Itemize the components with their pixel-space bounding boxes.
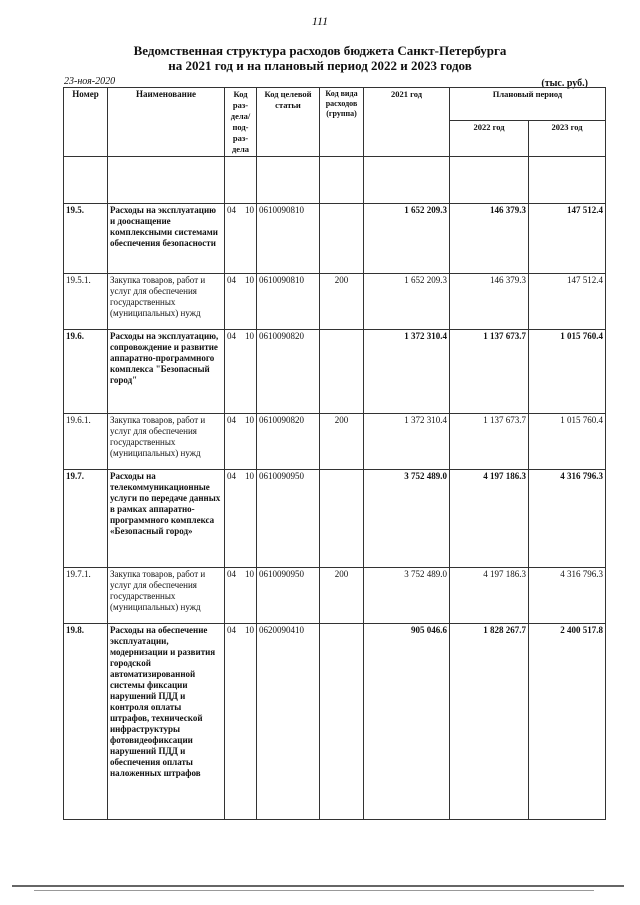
row-name: Закупка товаров, работ и услуг для обеспечения государственных (муниципальных) нужд (108, 568, 225, 624)
header-section-code: Код раз-дела/ под-раз-дела (225, 88, 257, 157)
row-amount-2023: 1 015 760.4 (529, 330, 606, 414)
row-amount-2021: 1 372 310.4 (364, 330, 450, 414)
row-section-code (225, 274, 257, 330)
row-amount-2023: 147 512.4 (529, 274, 606, 330)
row-amount-2021: 1 652 209.3 (364, 274, 450, 330)
row-amount-2021: 905 046.6 (364, 624, 450, 820)
row-amount-2021: 3 752 489.0 (364, 568, 450, 624)
row-target-code: 0610090820 (257, 330, 320, 414)
table-row (64, 568, 606, 624)
row-target-code: 0610090810 (257, 204, 320, 274)
row-amount-2023: 147 512.4 (529, 204, 606, 274)
header-number: Номер (64, 88, 108, 157)
row-expense-type (320, 204, 364, 274)
row-name: Закупка товаров, работ и услуг для обеспечения государственных (муниципальных) нужд (108, 274, 225, 330)
subsection-code: 10 (245, 569, 254, 579)
table-row (64, 204, 606, 274)
header-2021: 2021 год (364, 88, 450, 157)
footer-rule (12, 885, 624, 887)
row-amount-2022: 146 379.3 (450, 204, 529, 274)
row-expense-type: 200 (320, 568, 364, 624)
page-number: 111 (311, 14, 329, 28)
row-number: 19.7.1. (64, 568, 108, 624)
header-name: Наименование (108, 88, 225, 157)
row-number: 19.5.1. (64, 274, 108, 330)
row-name: Расходы на телекоммуникационные услуги по передаче данных в рамках аппаратно-программного комплекса «Безопасный город» (108, 470, 225, 568)
title-line-2: на 2021 год и на плановый период 2022 и 2023 годов (168, 58, 472, 73)
section-code: 04 (227, 205, 236, 215)
section-code: 04 (227, 471, 236, 481)
row-target-code: 0620090410 (257, 624, 320, 820)
subsection-code: 10 (245, 331, 254, 341)
row-expense-type: 200 (320, 274, 364, 330)
table-row (64, 624, 606, 820)
section-code: 04 (227, 569, 236, 579)
section-code: 04 (227, 275, 236, 285)
section-code: 04 (227, 625, 236, 635)
row-amount-2021: 1 372 310.4 (364, 414, 450, 470)
subsection-code: 10 (245, 471, 254, 481)
document-title (0, 43, 640, 73)
row-section-code (225, 204, 257, 274)
row-name: Расходы на эксплуатацию, сопровождение и развитие аппаратно-программного комплекса "Безопасный город" (108, 330, 225, 414)
row-expense-type: 200 (320, 414, 364, 470)
row-amount-2022: 1 828 267.7 (450, 624, 529, 820)
units-label: (тыс. руб.) (541, 78, 588, 89)
section-code: 04 (227, 331, 236, 341)
header-spacer-row (64, 157, 606, 204)
row-section-code (225, 330, 257, 414)
header-plan-period: Плановый период (450, 88, 606, 121)
footer-rule-thin (34, 890, 594, 891)
row-name: Расходы на обеспечение эксплуатации, модернизации и развития городской автоматизированной системы фиксации нарушений ПДД и контроля оплаты штрафов, технической инфраструктуры фотовидеофиксации нарушений ПДД и обеспечения оплаты наложенных штрафов (108, 624, 225, 820)
row-target-code: 0610090950 (257, 470, 320, 568)
row-target-code: 0610090810 (257, 274, 320, 330)
row-amount-2023: 2 400 517.8 (529, 624, 606, 820)
header-2023: 2023 год (529, 121, 606, 157)
header-target-code: Код целевой статьи (257, 88, 320, 157)
row-number: 19.5. (64, 204, 108, 274)
title-line-1: Ведомственная структура расходов бюджета Санкт-Петербурга (133, 43, 507, 58)
table-row (64, 330, 606, 414)
subsection-code: 10 (245, 205, 254, 215)
row-amount-2022: 1 137 673.7 (450, 330, 529, 414)
row-name: Расходы на эксплуатацию и дооснащение комплексными системами обеспечения безопасности (108, 204, 225, 274)
row-amount-2021: 3 752 489.0 (364, 470, 450, 568)
document-date: 23-ноя-2020 (64, 76, 116, 87)
row-target-code: 0610090950 (257, 568, 320, 624)
table-row (64, 414, 606, 470)
row-expense-type (320, 470, 364, 568)
row-number: 19.7. (64, 470, 108, 568)
row-amount-2022: 4 197 186.3 (450, 568, 529, 624)
row-amount-2023: 4 316 796.3 (529, 568, 606, 624)
subsection-code: 10 (245, 275, 254, 285)
header-2022: 2022 год (450, 121, 529, 157)
row-number: 19.8. (64, 624, 108, 820)
row-amount-2021: 1 652 209.3 (364, 204, 450, 274)
budget-table (63, 87, 606, 820)
row-expense-type (320, 624, 364, 820)
row-name: Закупка товаров, работ и услуг для обеспечения государственных (муниципальных) нужд (108, 414, 225, 470)
subsection-code: 10 (245, 415, 254, 425)
table-row (64, 274, 606, 330)
row-amount-2023: 1 015 760.4 (529, 414, 606, 470)
row-amount-2022: 1 137 673.7 (450, 414, 529, 470)
row-section-code (225, 568, 257, 624)
header-expense-type: Код вида расходов (группа) (320, 88, 364, 157)
subsection-code: 10 (245, 625, 254, 635)
section-code: 04 (227, 415, 236, 425)
row-expense-type (320, 330, 364, 414)
row-section-code (225, 414, 257, 470)
row-amount-2023: 4 316 796.3 (529, 470, 606, 568)
row-number: 19.6.1. (64, 414, 108, 470)
row-amount-2022: 4 197 186.3 (450, 470, 529, 568)
row-section-code (225, 624, 257, 820)
table-row (64, 470, 606, 568)
row-amount-2022: 146 379.3 (450, 274, 529, 330)
row-section-code (225, 470, 257, 568)
row-number: 19.6. (64, 330, 108, 414)
row-target-code: 0610090820 (257, 414, 320, 470)
